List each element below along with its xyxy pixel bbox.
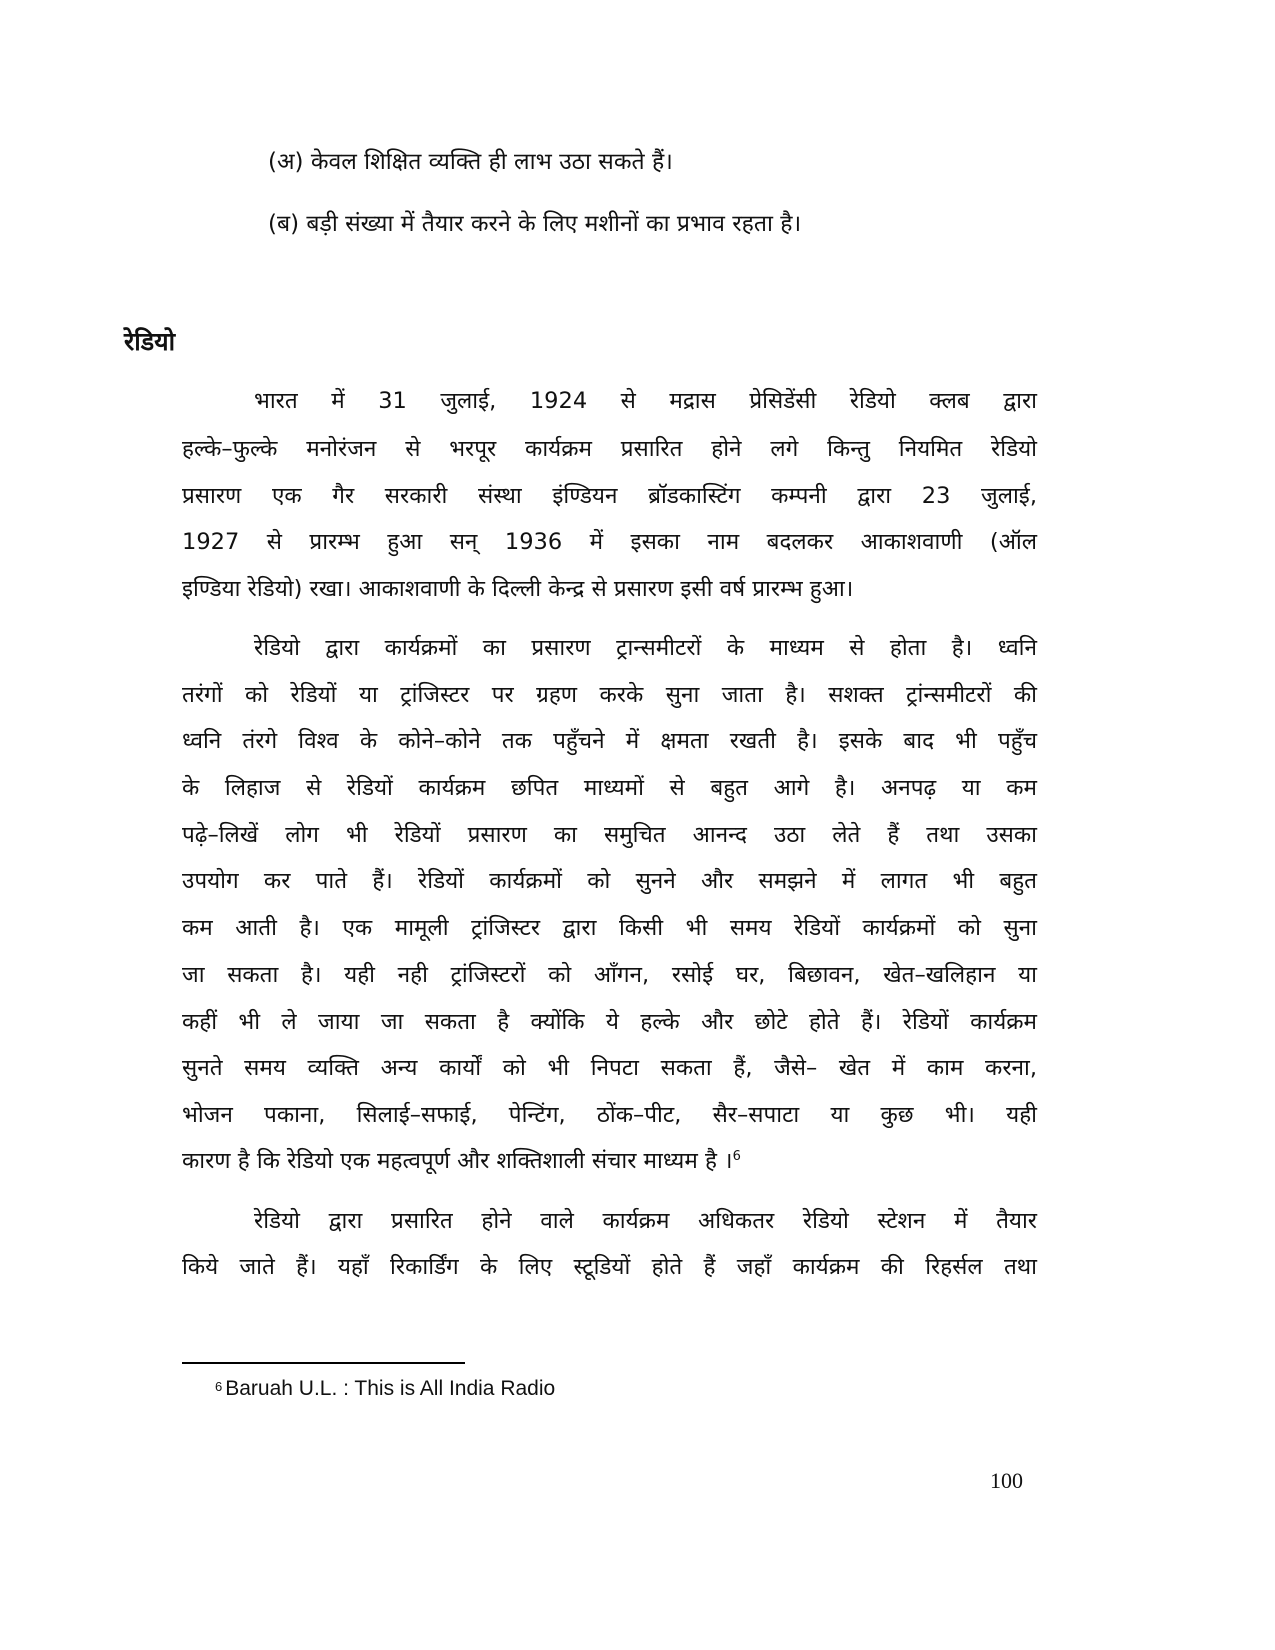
list-item-a: (अ) केवल शिक्षित व्यक्ति ही लाभ उठा सकते हैं। (268, 149, 673, 175)
paragraph-line-text: कारण है कि रेडियो एक महत्वपूर्ण और शक्तिशाली संचार माध्यम है । (182, 1148, 733, 1174)
paragraph-line: के लिहाज से रेडियों कार्यक्रम छपित माध्यमों से बहुत आगे है। अनपढ़ या कम (182, 775, 1037, 801)
section-heading: रेडियो (124, 327, 176, 356)
paragraph-line: कहीं भी ले जाया जा सकता है क्योंकि ये हल्के और छोटे होते हैं। रेडियों कार्यक्रम (182, 1009, 1037, 1035)
page-number: 100 (990, 1468, 1023, 1493)
paragraph-line: उपयोग कर पाते हैं। रेडियों कार्यक्रमों को सुनने और समझने में लागत भी बहुत (182, 868, 1037, 894)
paragraph-line: रेडियो द्वारा कार्यक्रमों का प्रसारण ट्रान्समीटरों के माध्यम से होता है। ध्वनि (254, 635, 1037, 661)
paragraph-line: 1927 से प्रारम्भ हुआ सन् 1936 में इसका नाम बदलकर आकाशवाणी (ऑल (182, 529, 1037, 555)
paragraph-line: भोजन पकाना, सिलाई–सफाई, पेन्टिंग, ठोंक–पीट, सैर–सपाटा या कुछ भी। यही (182, 1102, 1037, 1128)
paragraph-line: हल्के–फुल्के मनोरंजन से भरपूर कार्यक्रम प्रसारित होने लगे किन्तु नियमित रेडियो (182, 436, 1037, 462)
paragraph-line: ध्वनि तंरगे विश्व के कोने–कोने तक पहुँचने में क्षमता रखती है। इसके बाद भी पहुँच (182, 728, 1037, 754)
paragraph-line: इण्डिया रेडियो) रखा। आकाशवाणी के दिल्ली केन्द्र से प्रसारण इसी वर्ष प्रारम्भ हुआ। (182, 576, 854, 602)
paragraph-line (182, 1146, 1037, 1176)
footnote-text: Baruah U.L. : This is All India Radio (225, 1377, 556, 1400)
paragraph-line: प्रसारण एक गैर सरकारी संस्था इंण्डियन ब्रॉडकास्टिंग कम्पनी द्वारा 23 जुलाई, (182, 483, 1037, 509)
paragraph-line: सुनते समय व्यक्ति अन्य कार्यों को भी निपटा सकता हैं, जैसे– खेत में काम करना, (182, 1055, 1037, 1081)
paragraph-line: जा सकता है। यही नही ट्रांजिस्टरों को आँगन, रसोई घर, बिछावन, खेत–खलिहान या (182, 962, 1037, 988)
paragraph-line: कम आती है। एक मामूली ट्रांजिस्टर द्वारा किसी भी समय रेडियों कार्यक्रमों को सुना (182, 915, 1037, 941)
paragraph-line: पढ़े–लिखें लोग भी रेडियों प्रसारण का समुचित आनन्द उठा लेते हैं तथा उसका (182, 822, 1037, 848)
paragraph-line: भारत में 31 जुलाई, 1924 से मद्रास प्रेसिडेंसी रेडियो क्लब द्वारा (254, 388, 1037, 414)
paragraph-line: तरंगों को रेडियों या ट्रांजिस्टर पर ग्रहण करके सुना जाता है। सशक्त ट्रांन्समीटरों की (182, 682, 1037, 708)
footnote-number: 6 (215, 1379, 223, 1394)
paragraph-line: रेडियो द्वारा प्रसारित होने वाले कार्यक्रम अधिकतर रेडियो स्टेशन में तैयार (254, 1208, 1037, 1234)
list-item-b: (ब) बड़ी संख्या में तैयार करने के लिए मशीनों का प्रभाव रहता है। (268, 211, 802, 237)
footnote-divider (182, 1362, 465, 1364)
footnote (215, 1375, 555, 1403)
paragraph-line: किये जाते हैं। यहाँ रिकार्डिंग के लिए स्टूडियों होते हैं जहाँ कार्यक्रम की रिहर्सल तथा (182, 1254, 1037, 1280)
footnote-reference: 6 (732, 1149, 741, 1164)
